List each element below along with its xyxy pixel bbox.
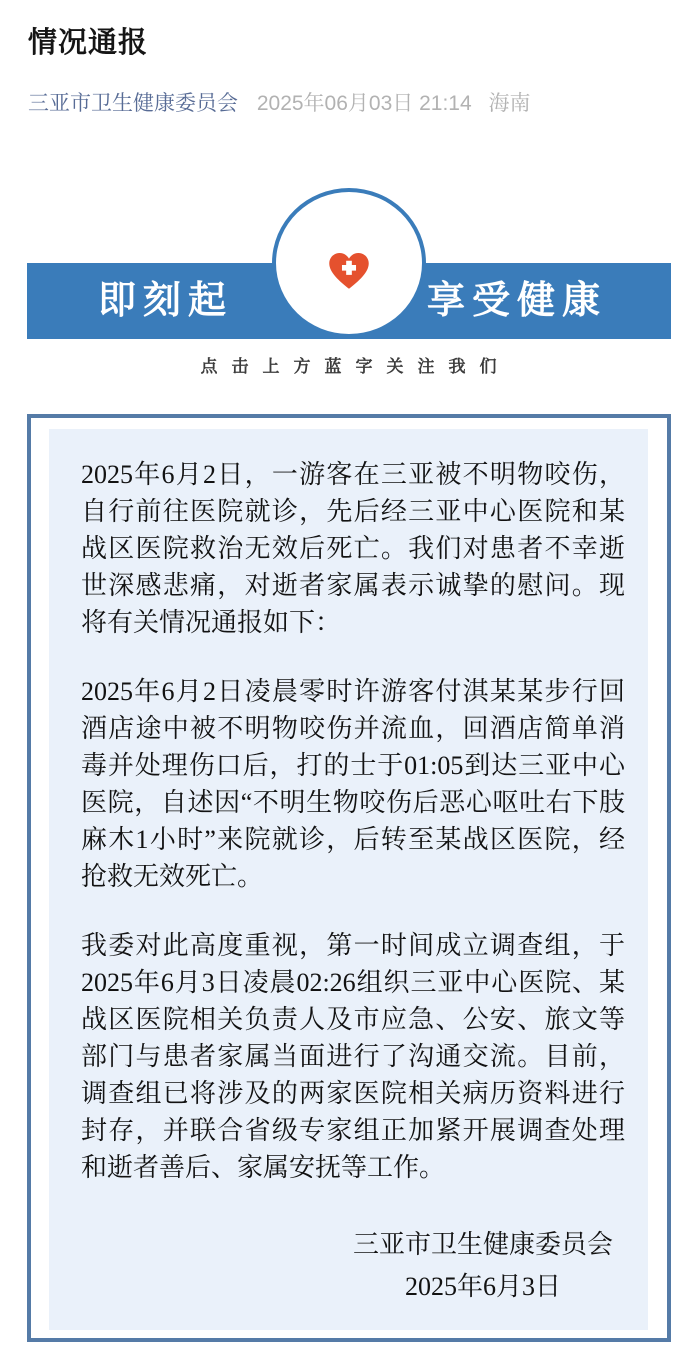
follow-hint-text: 点击上方蓝字关注我们 — [200, 357, 511, 376]
page-title: 情况通报 — [28, 27, 149, 59]
signature-date: 2025年6月3日 — [404, 1272, 561, 1301]
publish-datetime: 2025年06月03日 21:14 — [256, 92, 472, 115]
notice-box — [27, 414, 671, 1342]
heart-cross-icon — [329, 231, 369, 295]
signature-block — [81, 1224, 625, 1308]
article-header — [0, 0, 697, 115]
banner-left-text: 即刻起 — [98, 280, 234, 322]
notice-paragraph: 2025年6月2日凌晨零时许游客付淇某某步行回酒店途中被不明物咬伤并流血，回酒店简单消毒并处理伤口后，打的士于01:05到达三亚中心医院，自述因“不明生物咬伤后恶心呕吐右下肢麻木1小时”来院就诊，后转至某战区医院，经抢救无效死亡。 — [81, 677, 625, 891]
account-link[interactable]: 三亚市卫生健康委员会 — [28, 92, 238, 115]
notice-panel — [49, 429, 648, 1330]
banner-circle — [272, 188, 426, 338]
signature-name: 三亚市卫生健康委员会 — [352, 1230, 613, 1259]
notice-paragraph: 2025年6月2日，一游客在三亚被不明物咬伤，自行前往医院就诊，先后经三亚中心医院和某战区医院救治无效后死亡。我们对患者不幸逝世深感悲痛，对逝者家属表示诚挚的慰问。现将有关情况通报如下： — [81, 460, 625, 637]
banner-right-text: 享受健康 — [426, 280, 607, 322]
byline — [28, 93, 669, 115]
publish-region: 海南 — [488, 92, 531, 115]
banner-image[interactable] — [0, 184, 697, 379]
notice-paragraph: 我委对此高度重视，第一时间成立调查组，于2025年6月3日凌晨02:26组织三亚中心医院、某战区医院相关负责人及市应急、公安、旅文等部门与患者家属当面进行了沟通交流。目前，调查组已将涉及的两家医院相关病历资料进行封存，并联合省级专家组正加紧开展调查处理和逝者善后、家属安抚等工作。 — [81, 931, 625, 1182]
